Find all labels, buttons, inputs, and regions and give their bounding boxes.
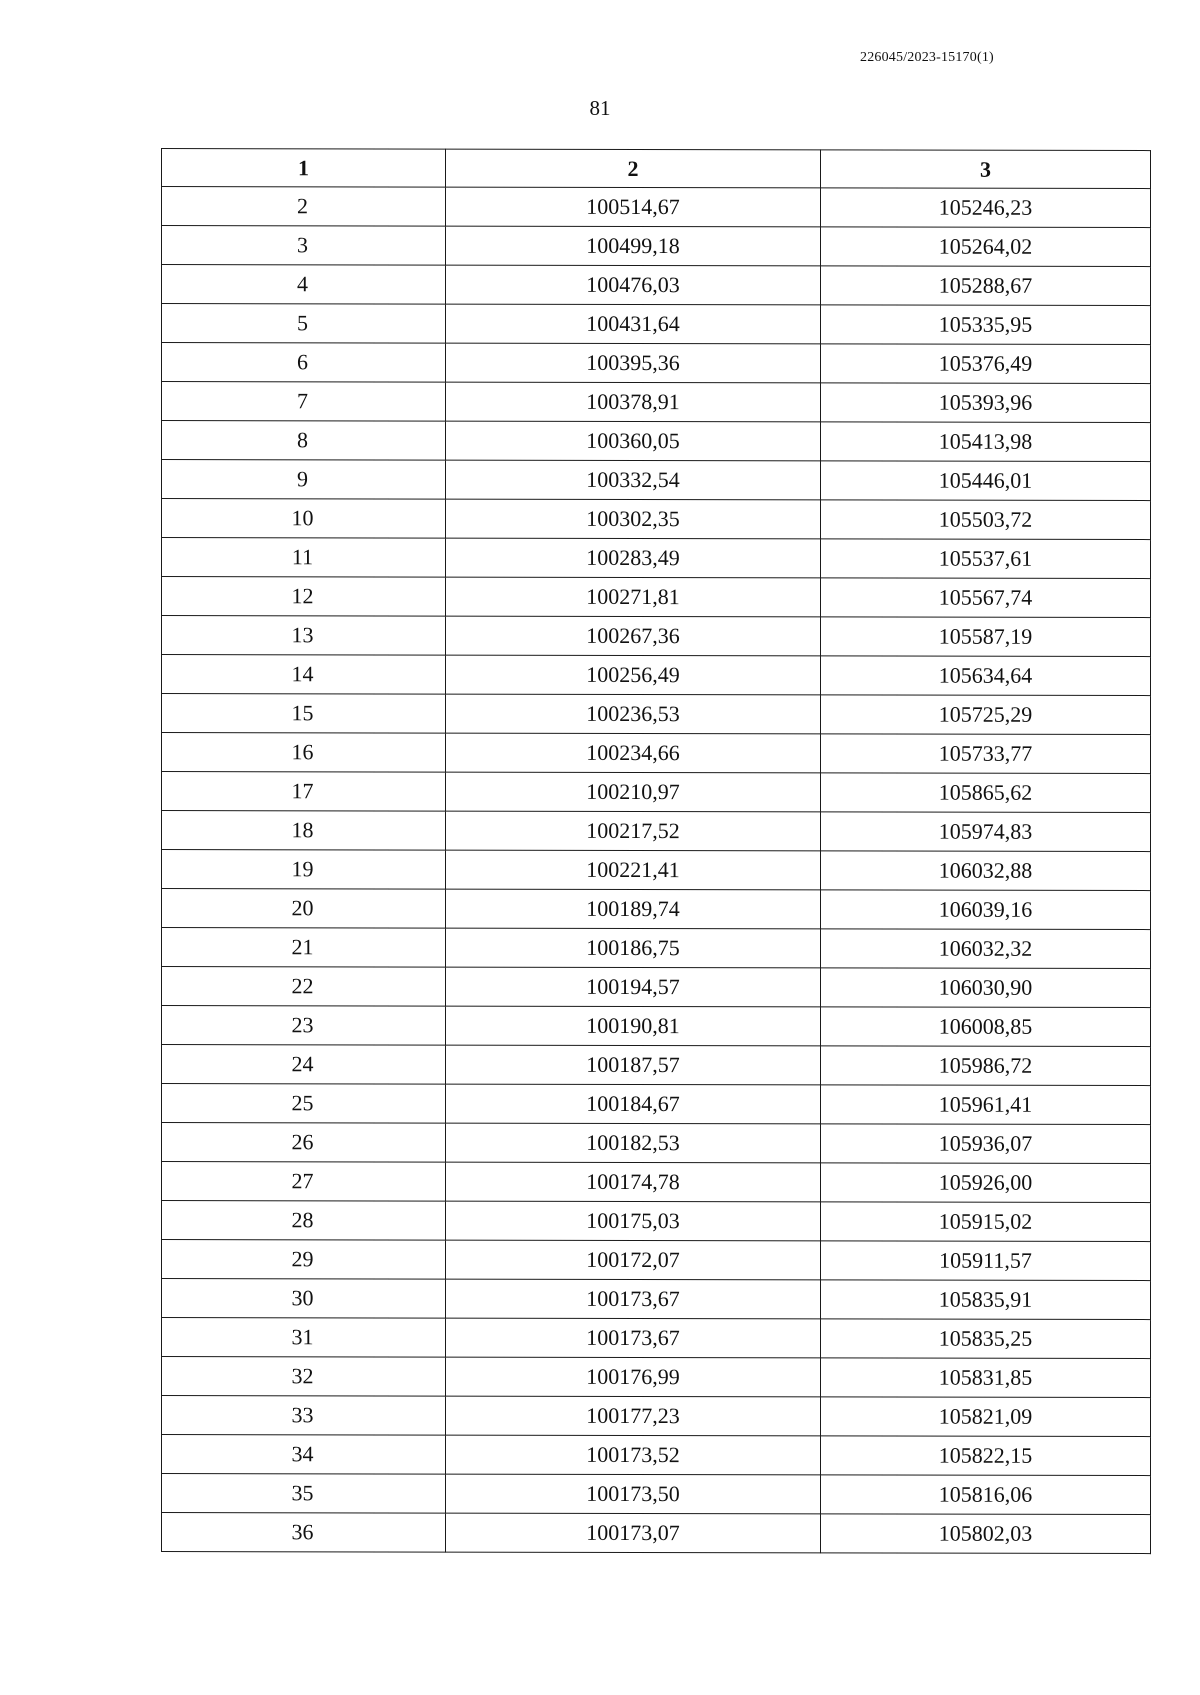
- table-row: [162, 1435, 1151, 1476]
- table-row: [162, 1084, 1151, 1125]
- table-cell-col-1: 21: [162, 928, 446, 968]
- table-cell-col-2: 100221,41: [446, 850, 821, 890]
- table-cell-col-1: 30: [162, 1279, 446, 1319]
- table-cell-col-2: 100302,35: [446, 499, 821, 539]
- table-cell-col-3: 105802,03: [821, 1514, 1151, 1554]
- table-cell-col-2: 100186,75: [446, 928, 821, 968]
- table-cell-col-1: 29: [162, 1240, 446, 1280]
- table-cell-col-1: 24: [162, 1045, 446, 1085]
- table-cell-col-3: 105246,23: [821, 188, 1151, 228]
- table-cell-col-1: 20: [162, 889, 446, 929]
- table-cell-col-3: 105537,61: [821, 539, 1151, 579]
- table-row: [162, 967, 1151, 1008]
- table-cell-col-2: 100173,67: [446, 1279, 821, 1319]
- table-cell-col-2: 100176,99: [446, 1357, 821, 1397]
- table-cell-col-3: 105986,72: [821, 1046, 1151, 1086]
- table-cell-col-2: 100173,07: [446, 1513, 821, 1553]
- table-cell-col-3: 105835,91: [821, 1280, 1151, 1320]
- table-row: [162, 889, 1151, 930]
- table-cell-col-3: 105413,98: [821, 422, 1151, 462]
- table-cell-col-2: 100431,64: [446, 304, 821, 344]
- table-row: [162, 538, 1151, 579]
- table-cell-col-2: 100499,18: [446, 226, 821, 266]
- table-row: [162, 343, 1151, 384]
- table-cell-col-2: 100190,81: [446, 1006, 821, 1046]
- table-cell-col-1: 15: [162, 694, 446, 734]
- table-cell-col-2: 100174,78: [446, 1162, 821, 1202]
- table-cell-col-1: 2: [162, 187, 446, 227]
- table-cell-col-3: 105733,77: [821, 734, 1151, 774]
- table-cell-col-2: 100360,05: [446, 421, 821, 461]
- table-cell-col-1: 16: [162, 733, 446, 773]
- table-cell-col-1: 17: [162, 772, 446, 812]
- table-cell-col-1: 28: [162, 1201, 446, 1241]
- table-cell-col-3: 105567,74: [821, 578, 1151, 618]
- table-cell-col-3: 105503,72: [821, 500, 1151, 540]
- table-cell-col-2: 100173,67: [446, 1318, 821, 1358]
- table-cell-col-1: 8: [162, 421, 446, 461]
- table-cell-col-2: 100187,57: [446, 1045, 821, 1085]
- table-cell-col-1: 32: [162, 1357, 446, 1397]
- table-cell-col-3: 105725,29: [821, 695, 1151, 735]
- table-row: [162, 733, 1151, 774]
- table-row: [162, 499, 1151, 540]
- table-cell-col-3: 106039,16: [821, 890, 1151, 930]
- table-cell-col-2: 100194,57: [446, 967, 821, 1007]
- column-header-3: 3: [821, 150, 1151, 189]
- table-row: [162, 1045, 1151, 1086]
- page-number: 81: [589, 96, 611, 120]
- table-cell-col-1: 27: [162, 1162, 446, 1202]
- table-cell-col-3: 105915,02: [821, 1202, 1151, 1242]
- table-row: [162, 1396, 1151, 1437]
- table-cell-col-2: 100184,67: [446, 1084, 821, 1124]
- table-cell-col-3: 105446,01: [821, 461, 1151, 501]
- table-cell-col-3: 105288,67: [821, 266, 1151, 306]
- table-cell-col-2: 100177,23: [446, 1396, 821, 1436]
- table-row: [162, 382, 1151, 423]
- table-row: [162, 811, 1151, 852]
- table-cell-col-3: 105961,41: [821, 1085, 1151, 1125]
- table-cell-col-2: 100476,03: [446, 265, 821, 305]
- table-cell-col-3: 105926,00: [821, 1163, 1151, 1203]
- table-row: [162, 616, 1151, 657]
- table-row: [162, 772, 1151, 813]
- table-cell-col-2: 100172,07: [446, 1240, 821, 1280]
- table-row: [162, 694, 1151, 735]
- table-cell-col-2: 100395,36: [446, 343, 821, 383]
- table-row: [162, 304, 1151, 345]
- table-cell-col-1: 10: [162, 499, 446, 539]
- table-cell-col-3: 105835,25: [821, 1319, 1151, 1359]
- table-cell-col-1: 6: [162, 343, 446, 383]
- table-cell-col-1: 14: [162, 655, 446, 695]
- table-cell-col-2: 100234,66: [446, 733, 821, 773]
- table-cell-col-1: 12: [162, 577, 446, 617]
- table-row: [162, 655, 1151, 696]
- table-cell-col-1: 5: [162, 304, 446, 344]
- table-cell-col-1: 7: [162, 382, 446, 422]
- document-id: 226045/2023-15170(1): [860, 50, 994, 65]
- table-row: [162, 421, 1151, 462]
- table-cell-col-1: 19: [162, 850, 446, 890]
- table-cell-col-1: 23: [162, 1006, 446, 1046]
- table-row: [162, 928, 1151, 969]
- table-body: [162, 187, 1151, 1554]
- table-cell-col-3: 105936,07: [821, 1124, 1151, 1164]
- table-row: [162, 1201, 1151, 1242]
- table-cell-col-3: 105822,15: [821, 1436, 1151, 1476]
- table-cell-col-3: 105393,96: [821, 383, 1151, 423]
- coordinates-table-container: [161, 148, 1150, 1554]
- table-row: [162, 1357, 1151, 1398]
- table-cell-col-2: 100236,53: [446, 694, 821, 734]
- table-row: [162, 1006, 1151, 1047]
- table-row: [162, 226, 1151, 267]
- table-cell-col-2: 100267,36: [446, 616, 821, 656]
- table-cell-col-3: 105634,64: [821, 656, 1151, 696]
- table-row: [162, 1279, 1151, 1320]
- table-cell-col-1: 18: [162, 811, 446, 851]
- table-row: [162, 1513, 1151, 1554]
- table-header-row: [162, 149, 1151, 189]
- table-row: [162, 460, 1151, 501]
- table-cell-col-3: 105865,62: [821, 773, 1151, 813]
- table-cell-col-3: 106032,32: [821, 929, 1151, 969]
- coordinates-table: [161, 148, 1151, 1554]
- table-row: [162, 265, 1151, 306]
- table-cell-col-2: 100182,53: [446, 1123, 821, 1163]
- table-cell-col-2: 100514,67: [446, 187, 821, 227]
- table-cell-col-2: 100210,97: [446, 772, 821, 812]
- table-cell-col-3: 105911,57: [821, 1241, 1151, 1281]
- table-row: [162, 187, 1151, 228]
- table-cell-col-1: 9: [162, 460, 446, 500]
- table-cell-col-3: 105831,85: [821, 1358, 1151, 1398]
- table-cell-col-2: 100173,50: [446, 1474, 821, 1514]
- table-cell-col-3: 105264,02: [821, 227, 1151, 267]
- table-cell-col-2: 100189,74: [446, 889, 821, 929]
- table-cell-col-1: 13: [162, 616, 446, 656]
- table-cell-col-2: 100332,54: [446, 460, 821, 500]
- table-cell-col-1: 34: [162, 1435, 446, 1475]
- table-cell-col-1: 35: [162, 1474, 446, 1514]
- table-row: [162, 1240, 1151, 1281]
- column-header-2: 2: [446, 149, 821, 188]
- table-row: [162, 1474, 1151, 1515]
- table-cell-col-1: 11: [162, 538, 446, 578]
- table-cell-col-2: 100271,81: [446, 577, 821, 617]
- table-cell-col-3: 105816,06: [821, 1475, 1151, 1515]
- table-cell-col-2: 100283,49: [446, 538, 821, 578]
- table-cell-col-1: 36: [162, 1513, 446, 1553]
- table-cell-col-3: 106032,88: [821, 851, 1151, 891]
- table-cell-col-1: 33: [162, 1396, 446, 1436]
- table-cell-col-1: 3: [162, 226, 446, 266]
- table-cell-col-1: 26: [162, 1123, 446, 1163]
- table-cell-col-2: 100378,91: [446, 382, 821, 422]
- table-cell-col-3: 106008,85: [821, 1007, 1151, 1047]
- table-cell-col-3: 105376,49: [821, 344, 1151, 384]
- table-row: [162, 1123, 1151, 1164]
- table-cell-col-2: 100217,52: [446, 811, 821, 851]
- table-cell-col-3: 105335,95: [821, 305, 1151, 345]
- table-cell-col-3: 105974,83: [821, 812, 1151, 852]
- table-cell-col-2: 100173,52: [446, 1435, 821, 1475]
- table-cell-col-2: 100256,49: [446, 655, 821, 695]
- table-cell-col-3: 106030,90: [821, 968, 1151, 1008]
- table-row: [162, 850, 1151, 891]
- table-cell-col-1: 4: [162, 265, 446, 305]
- table-row: [162, 577, 1151, 618]
- column-header-1: 1: [162, 149, 446, 188]
- table-cell-col-1: 22: [162, 967, 446, 1007]
- table-cell-col-2: 100175,03: [446, 1201, 821, 1241]
- table-cell-col-1: 25: [162, 1084, 446, 1124]
- table-cell-col-3: 105821,09: [821, 1397, 1151, 1437]
- table-row: [162, 1162, 1151, 1203]
- table-cell-col-3: 105587,19: [821, 617, 1151, 657]
- table-cell-col-1: 31: [162, 1318, 446, 1358]
- table-row: [162, 1318, 1151, 1359]
